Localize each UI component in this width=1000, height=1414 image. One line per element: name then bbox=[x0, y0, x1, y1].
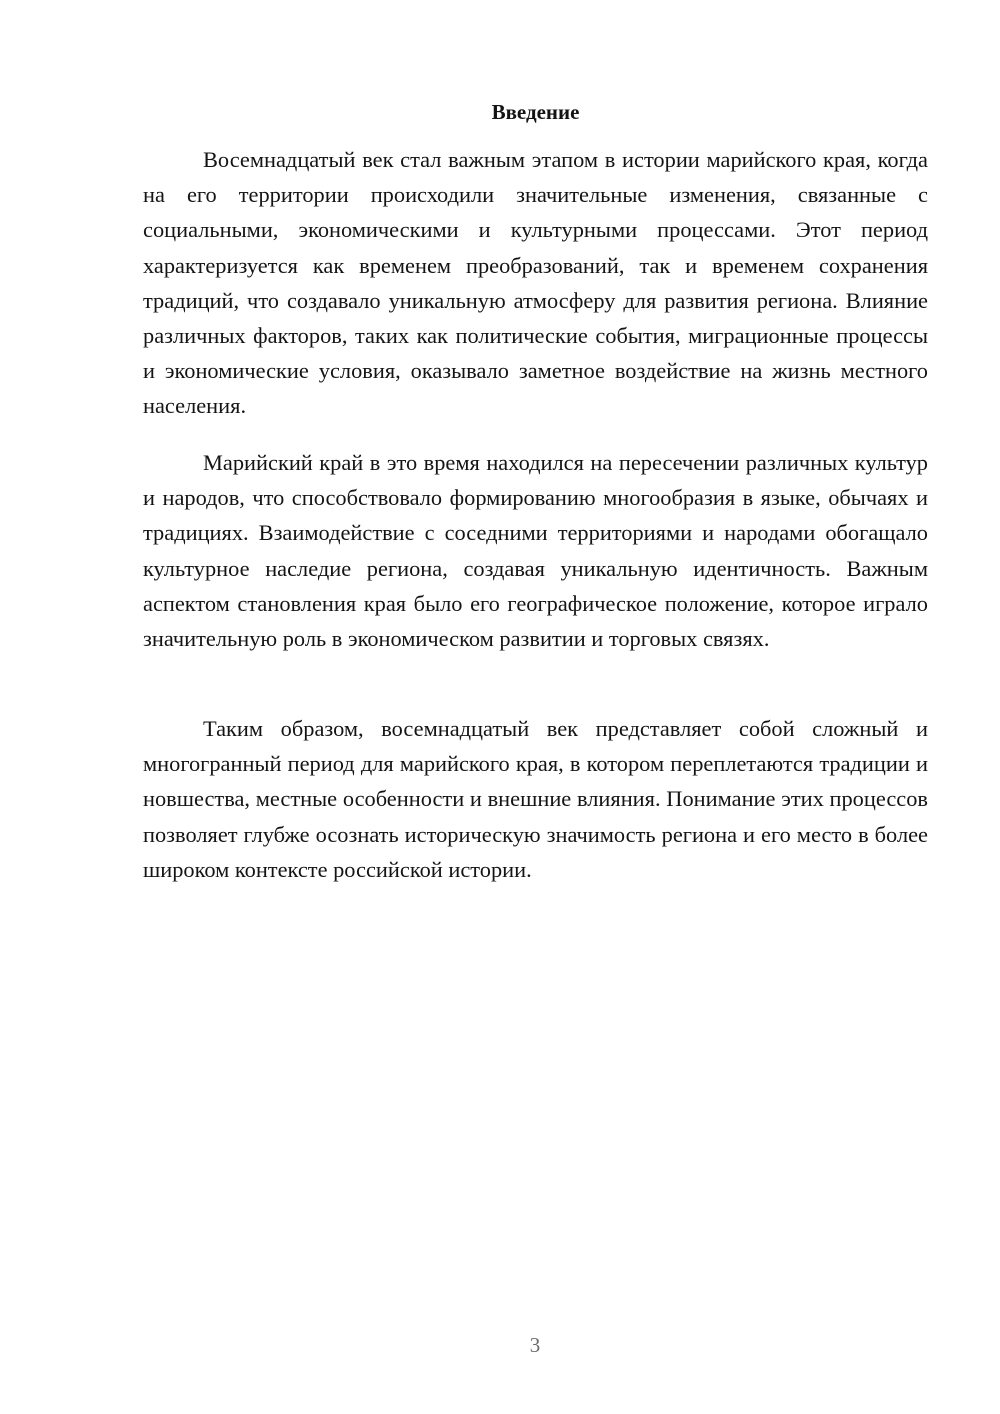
paragraph-2-block bbox=[143, 445, 928, 656]
paragraph-3-block bbox=[143, 711, 928, 887]
page-title: Введение bbox=[491, 100, 580, 124]
paragraph-1: Восемнадцатый век стал важным этапом в истории марийского края, когда на его территории происходили значительные изменения, связанные с социальными, экономическими и культурными процессами. Этот период характеризуется как временем преобразований, так и временем сохранения традиций, что создавало уникальную атмосферу для развития региона. Влияние различных факторов, таких как политические события, миграционные процессы и экономические условия, оказывало заметное воздействие на жизнь местного населения. bbox=[143, 147, 928, 419]
paragraph-3: Таким образом, восемнадцатый век представляет собой сложный и многогранный период для марийского края, в котором переплетаются традиции и новшества, местные особенности и внешние влияния. Понимание этих процессов позволяет глубже осознать историческую значимость региона и его место в более широком контексте российской истории. bbox=[143, 716, 928, 882]
page-number: 3 bbox=[529, 1333, 541, 1357]
paragraph-2: Марийский край в это время находился на пересечении различных культур и народов, что способствовало формированию многообразия в языке, обычаях и традициях. Взаимодействие с соседними территориями и народами обогащало культурное наследие региона, создавая уникальную идентичность. Важным аспектом становления края было его географическое положение, которое играло значительную роль в экономическом развитии и торговых связях. bbox=[143, 450, 928, 652]
paragraph-1-block bbox=[143, 142, 928, 424]
